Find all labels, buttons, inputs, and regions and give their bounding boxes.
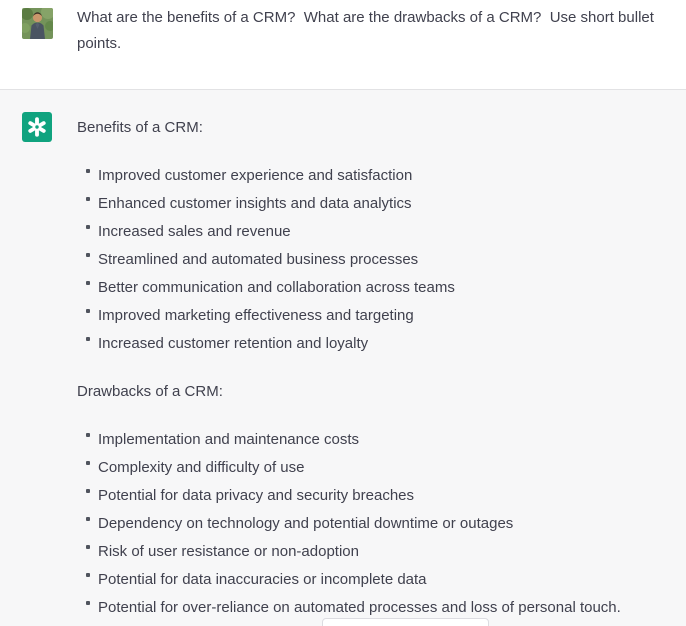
- list-item: Better communication and collaboration across teams: [98, 274, 662, 302]
- list-item: Risk of user resistance or non-adoption: [98, 538, 662, 566]
- list-item: Improved customer experience and satisfaction: [98, 162, 662, 190]
- user-photo-avatar: [22, 8, 53, 39]
- regenerate-response-button[interactable]: [322, 618, 489, 626]
- assistant-avatar-column: [22, 112, 53, 142]
- benefits-list: [77, 162, 662, 358]
- drawbacks-list: [77, 426, 662, 622]
- drawbacks-heading: Drawbacks of a CRM:: [77, 383, 223, 400]
- list-item: Improved marketing effectiveness and targeting: [98, 302, 662, 330]
- list-item: Potential for data inaccuracies or incomplete data: [98, 566, 662, 594]
- benefits-heading: Benefits of a CRM:: [77, 119, 203, 136]
- user-avatar-column: [22, 8, 53, 39]
- list-item: Complexity and difficulty of use: [98, 454, 662, 482]
- assistant-message-content: [77, 115, 662, 626]
- user-message-row: [0, 0, 686, 89]
- list-item: Dependency on technology and potential downtime or outages: [98, 510, 662, 538]
- assistant-avatar: [22, 112, 52, 142]
- list-item: Implementation and maintenance costs: [98, 426, 662, 454]
- list-item: Enhanced customer insights and data analytics: [98, 190, 662, 218]
- list-item: Increased sales and revenue: [98, 218, 662, 246]
- user-message-text: What are the benefits of a CRM? What are the drawbacks of a CRM? Use short bullet points.: [77, 9, 659, 52]
- list-item: Increased customer retention and loyalty: [98, 330, 662, 358]
- list-item: Streamlined and automated business processes: [98, 246, 662, 274]
- assistant-message-row: [0, 89, 686, 626]
- openai-logo-icon: [26, 116, 48, 138]
- list-item: Potential for data privacy and security breaches: [98, 482, 662, 510]
- list-item: Potential for over-reliance on automated processes and loss of personal touch.: [98, 594, 662, 622]
